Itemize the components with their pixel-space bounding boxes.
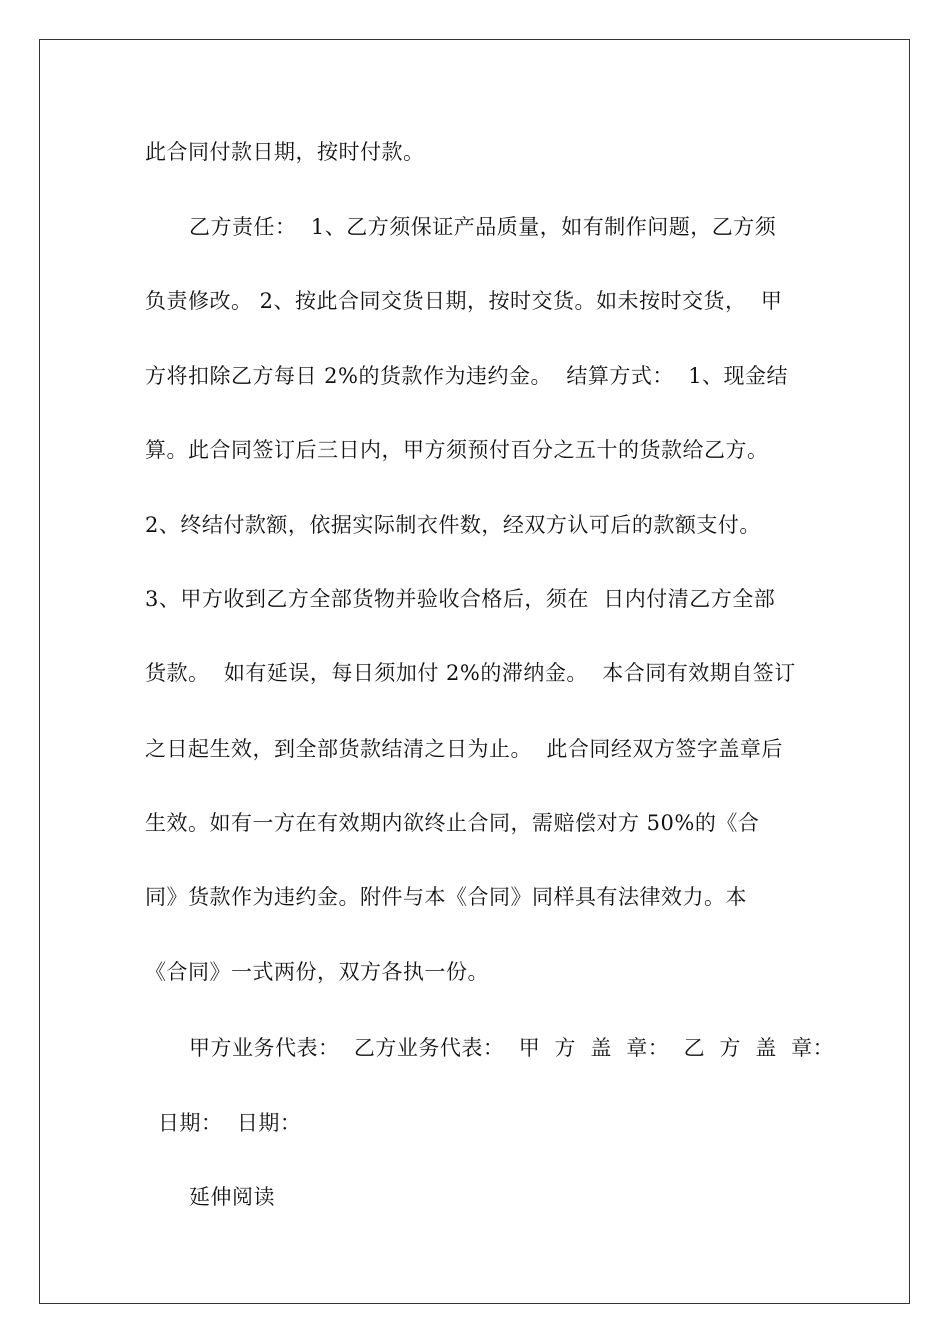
text-line-6: 2、终结付款额，依据实际制衣件数，经双方认可后的款额支付。 bbox=[145, 513, 761, 537]
text-line-1: 此合同付款日期，按时付款。 bbox=[145, 140, 425, 164]
text-line-3: 负责修改。 2、按此合同交货日期，按时交货。如未按时交货， 甲 bbox=[145, 289, 783, 313]
extended-reading-heading: 延伸阅读 bbox=[189, 1185, 275, 1209]
text-line-9: 之日起生效，到全部货款结清之日为止。 此合同经双方签字盖章后 bbox=[145, 737, 783, 761]
text-line-5: 算。此合同签订后三日内，甲方须预付百分之五十的货款给乙方。 bbox=[145, 438, 769, 462]
text-line-11: 同》货款作为违约金。附件与本《合同》同样具有法律效力。本 bbox=[145, 885, 747, 909]
text-line-2: 乙方责任： 1、乙方须保证产品质量，如有制作问题，乙方须 bbox=[189, 215, 777, 239]
text-line-7: 3、甲方收到乙方全部货物并验收合格后，须在 日内付清乙方全部 bbox=[145, 587, 776, 611]
signature-line: 甲方业务代表： 乙方业务代表： 甲 方 盖 章： 乙 方 盖 章： bbox=[189, 1036, 835, 1060]
text-line-8: 货款。 如有延误，每日须加付 2%的滞纳金。 本合同有效期自签订 bbox=[145, 661, 796, 685]
date-line: 日期： 日期： bbox=[158, 1111, 302, 1135]
text-line-12: 《合同》一式两份，双方各执一份。 bbox=[145, 960, 489, 984]
text-line-10: 生效。如有一方在有效期内欲终止合同，需赔偿对方 50%的《合 bbox=[145, 811, 760, 835]
text-line-4: 方将扣除乙方每日 2%的货款作为违约金。 结算方式： 1、现金结 bbox=[145, 364, 789, 388]
